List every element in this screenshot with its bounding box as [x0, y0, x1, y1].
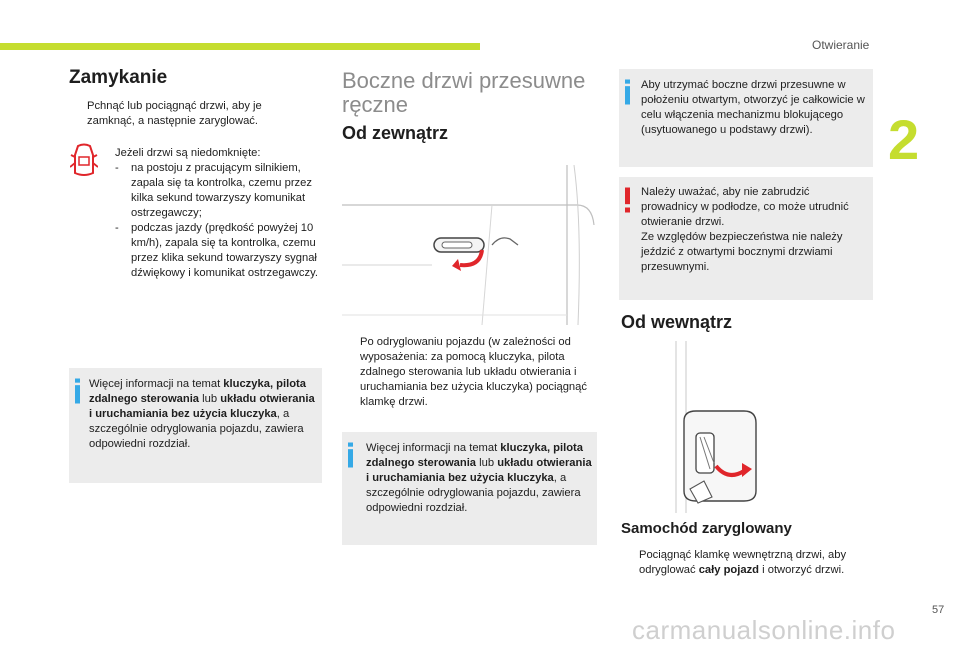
- bullet-arrow-icon: [69, 99, 87, 129]
- info-icon: [348, 440, 353, 470]
- info-text: Aby utrzymać boczne drzwi przesuwne w położeniu otwartym, otworzyć je całkowicie w celu włączenia mechanizmu blokującego (usytuowanego u podstawy drzwi).: [641, 79, 865, 136]
- warning-icon: [625, 185, 630, 215]
- bullet-text: Pchnąć lub pociągnąć drzwi, aby je zamknąć, a następnie zaryglować.: [87, 100, 262, 127]
- chapter-number: 2: [888, 108, 920, 171]
- info-text: Więcej informacji na temat kluczyka, pilota zdalnego sterowania lub układu otwierania i uruchamiania bez użycia kluczyka, a szczególnie odryglowania pojazdu, zawiera odpowiedni rozdział.: [366, 442, 592, 514]
- illustration-outside-handle: [342, 165, 596, 325]
- warning-box-guide: [619, 177, 873, 300]
- bullet-text: Pociągnąć klamkę wewnętrzną drzwi, aby odryglować cały pojazd i otworzyć drzwi.: [639, 549, 847, 576]
- info-box-keys: [69, 368, 322, 483]
- bullet-pull-handle: [342, 335, 592, 410]
- watermark: carmanualsonline.info: [632, 615, 896, 645]
- door-open-warning-lamp-icon: [70, 143, 98, 179]
- info-box-keys-2: [342, 432, 597, 545]
- header-accent-bar: [0, 43, 480, 50]
- door-warning-block: [115, 146, 320, 281]
- warning-item: - podczas jazdy (prędkość powyżej 10 km/h), zapala się ta kontrolka, czemu przez klika sekund towarzyszy sygnał dźwiękowy i komunikat ostrzegawczy.: [115, 222, 318, 279]
- subheading-outside: Od zewnątrz: [342, 123, 449, 143]
- warning-text: Należy uważać, aby nie zabrudzić prowadnicy w podłodze, co może utrudnić otwieranie drzwi. Ze względów bezpieczeństwa nie należy jeździć z otwartymi bocznymi drzwiami przesuwnymi.: [641, 186, 849, 273]
- heading-zamykanie: Zamykanie: [69, 67, 168, 88]
- section-title: Otwieranie: [812, 38, 870, 52]
- info-text: Więcej informacji na temat kluczyka, pilota zdalnego sterowania lub układu otwierania i uruchamiania bez użycia kluczyka, a szczególnie odryglowania pojazdu, zawiera odpowiedni rozdział.: [89, 378, 315, 450]
- bullet-pull-inside-handle: [621, 548, 871, 578]
- bullet-close-door: [69, 99, 309, 129]
- illustration-inside-handle: [656, 341, 766, 513]
- info-icon: [75, 376, 80, 406]
- subheading-inside: Od wewnątrz: [621, 312, 733, 332]
- info-box-keep-open: [619, 69, 873, 167]
- bullet-arrow-icon: [342, 335, 360, 410]
- info-icon: [625, 77, 630, 107]
- warning-item: - na postoju z pracującym silnikiem, zapala się ta kontrolka, czemu przez kilka sekund towarzyszy komunikat ostrzegawczy;: [115, 162, 312, 219]
- title-sliding-door: Boczne drzwi przesuwne ręczne: [342, 68, 586, 117]
- bullet-text: Po odryglowaniu pojazdu (w zależności od wyposażenia: za pomocą kluczyka, pilota zdalnego sterowania lub układu otwierania i uruchamiania bez użycia kluczyka) pociągnąć klamkę drzwi.: [360, 336, 587, 408]
- subheading-locked: Samochód zaryglowany: [621, 520, 792, 537]
- warning-intro: Jeżeli drzwi są niedomknięte:: [115, 147, 261, 159]
- page-number: 57: [932, 604, 945, 616]
- bullet-arrow-icon: [621, 548, 639, 578]
